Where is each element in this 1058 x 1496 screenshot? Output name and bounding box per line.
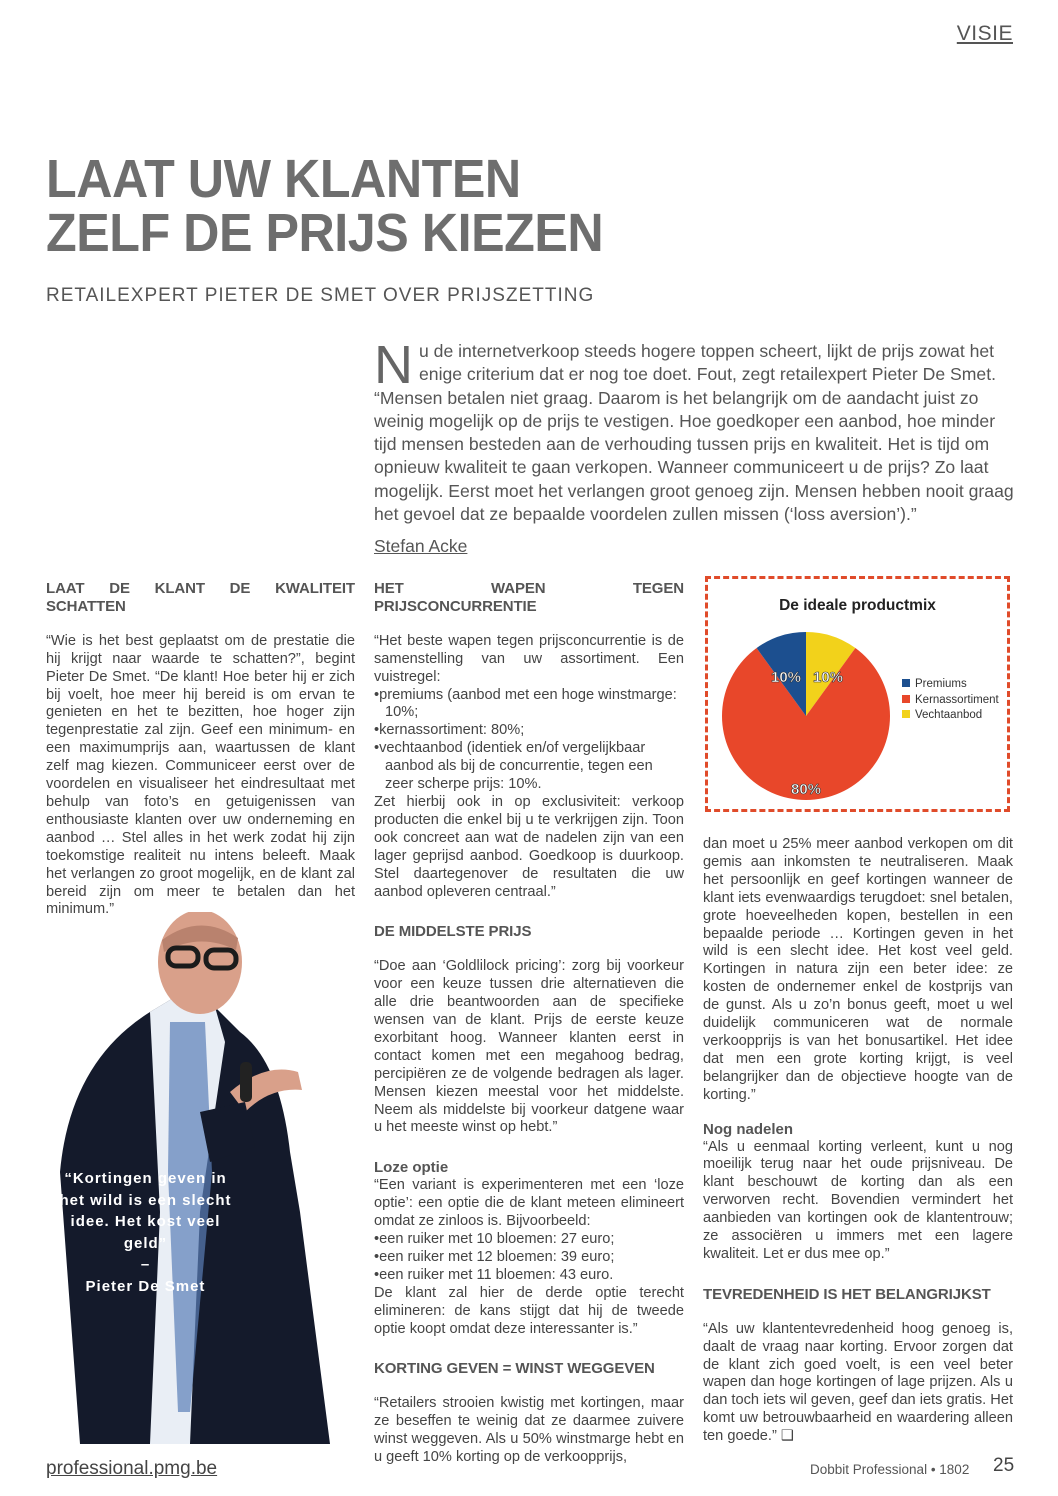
paragraph: “Retailers strooien kwistig met kortingen, maar ze beseffen te weinig dat ze daarmee zuivere winst weggeven. Als u 50% winstmarge hebt en u geeft 10% korting op de verkoopprijs, <box>374 1395 684 1466</box>
paragraph: “Doe aan ‘Goldlilock pricing’: zorg bij voorkeur voor een keuze tussen drie alternatieven die alle drie beantwoorden aan de specifieke wensen van de klant. Prijs de eerste keuze exorbitant hoog. Wanneer klanten eerst in contact komen met een megahoog bedrag, percipiëren ze de volgende bedragen als lager. Mensen kiezen meestal voor het middelste. Neem als middelste bij voorkeur datgene waar u het meeste winst op hebt.” <box>374 958 684 1136</box>
paragraph: “Het beste wapen tegen prijsconcurrentie is de samenstelling van uw assortiment. Een vuistregel: <box>374 632 684 685</box>
heading-middle-price: DE MIDDELSTE PRIJS <box>374 923 532 941</box>
paragraph-text: “Als uw klantentevredenheid hoog genoeg is, daalt de vraag naar korting. Ervoor zorgen dat de klant zich goed voelt, is een veel beter wapen dan hoge kortingen of lage prijzen. Als u dan toch iets wil geven, geef dan iets gratis. Het komt uw betrouwbaarheid en waardering alleen ten goede.” <box>703 1320 1013 1445</box>
headline-line-2: ZELF DE PRIJS KIEZEN <box>46 203 604 263</box>
chart-box <box>705 576 1010 812</box>
legend-label: Vechtaanbod <box>915 709 983 721</box>
list-item: •een ruiker met 10 bloemen: 27 euro; <box>374 1231 615 1247</box>
magazine-issue: Dobbit Professional • 1802 <box>810 1462 970 1477</box>
end-mark-icon: ❑ <box>780 1428 794 1445</box>
paragraph: “Een variant is experimenteren met een ‘loze optie’: een optie die de klant meteen elimineert omdat ze zinloos is. Bijvoorbeeld: <box>374 1177 684 1230</box>
column-1 <box>46 580 355 919</box>
intro-text: u de internetverkoop steeds hogere toppen scheert, lijkt de prijs zowat het enige criterium dat er nog toe doet. Fout, zegt retailexpert Pieter De Smet. “Mensen betalen niet graag. Daarom is het belangrijk om de aandacht juist zo weinig mogelijk op de prijs te vestigen. Hoe goedkoper een aanbod, hoe minder tijd mensen besteden aan de verhouding tussen prijs en kwaliteit. Het is tijd om opnieuw kwaliteit te gaan verkopen. Wanneer communiceert u de prijs? Zo laat mogelijk. Eerst moet het verlangen groot genoeg zijn. Mensen hebben nooit graag het gevoel dat ze bepaalde voordelen zullen missen (‘loss aversion’).” <box>374 341 1014 525</box>
example-list <box>374 1231 684 1285</box>
legend-label: Premiums <box>915 678 967 690</box>
heading-more-disadvantages: Nog nadelen <box>703 1120 794 1138</box>
paragraph: “Als u eenmaal korting verleent, kunt u nog moeilijk terug naar het oude prijsniveau. De klant beschouwt de korting dan als een verworven recht. Bovendien vermindert het aanbieden van kortingen ook de klantentrouw; ze associëren u immers met een lagere kwaliteit. Let er dus mee op.” <box>703 1138 1013 1262</box>
list-item: •premiums (aanbod met een hoge winstmarge: 10%; <box>374 686 677 721</box>
legend-item-premiums <box>902 677 999 693</box>
subtitle: RETAILEXPERT PIETER DE SMET OVER PRIJSZETTING <box>46 285 595 306</box>
list-item: •kernassortiment: 80%; <box>374 722 525 739</box>
list-item: •een ruiker met 12 bloemen: 39 euro; <box>374 1248 615 1265</box>
pull-quote-text: “Kortingen geven in het wild is een slecht idee. Het kost veel geld” <box>59 1170 232 1252</box>
list-item: •een ruiker met 11 bloemen: 43 euro. <box>374 1266 614 1283</box>
legend-item-vechtaanbod <box>902 708 999 724</box>
chart-title: De ideale productmix <box>779 597 936 614</box>
intro-paragraph <box>374 335 1014 526</box>
legend-label: Kernassortiment <box>915 693 999 706</box>
legend-item-kernassortiment <box>902 693 999 709</box>
paragraph: “Wie is het best geplaatst om de prestatie die hij krijgt naar waarde te schatten?”, begint Pieter De Smet. “De klant! Hoe beter hij er zich bij voelt, hoe meer hij bereid is om ervan te genieten en het te bezitten, hoe hoger zijn tegenprestatie zal zijn. Geef een minimum- en een maximumprijs aan, waartussen de klant zelf mag kiezen. Communiceer eerst over de voordelen en visualiseer het eindresultaat met behulp van foto’s en getuigenissen van enthousiaste klanten over uw onderneming en aanbod … Stel alles in het werk zodat hij zijn toekomstige realiteit nu intens beleeft. Maak het verlangen zo groot mogelijk, en de klant zal bereid zijn om meer te betalen dan het minimum.” <box>46 632 355 918</box>
dropcap: N <box>374 335 413 395</box>
legend-swatch <box>902 679 910 687</box>
heading-empty-option: Loze optie <box>374 1159 449 1177</box>
page-number: 25 <box>993 1455 1015 1476</box>
column-3 <box>703 836 1013 1446</box>
list-item: •vechtaanbod (identiek en/of vergelijkbaar aanbod als bij de concurrentie, tegen een zeer scherpe prijs: 10%. <box>374 740 653 793</box>
headline-line-1: LAAT UW KLANTEN <box>46 149 521 209</box>
paragraph: dan moet u 25% meer aanbod verkopen om dit gemis aan inkomsten te neutraliseren. Maak het persoonlijk en geef kortingen wanneer de klant iets evenwaardigs terugdoet: snel betalen, grote hoeveelheden kopen, bestellen in een bepaalde periode … Kortingen geven in het wild is een slecht idee. Het kost veel geld. Kortingen in natura zijn een beter idee: ze kosten de ondernemer enkel de kostprijs van de gunst. Als u zo’n bonus geeft, moet u wel duidelijk communiceren wat de normale verkoopprijs is van het bonusartikel. Het idee dat men een grote korting krijgt, is veel belangrijker dan de objectieve hoogte van de korting.” <box>703 836 1013 1103</box>
pie-label-vechtaanbod: 10% <box>812 669 844 686</box>
legend-swatch <box>902 695 910 703</box>
rule-list <box>374 687 684 794</box>
author-link[interactable]: Stefan Acke <box>374 536 468 556</box>
pull-quote-dash: – <box>140 1256 151 1273</box>
heading-satisfaction: TEVREDENHEID IS HET BELANGRIJKST <box>703 1285 991 1303</box>
column-2 <box>374 580 684 1467</box>
pull-quote-attribution: Pieter De Smet <box>85 1277 206 1295</box>
website-link[interactable]: professional.pmg.be <box>46 1458 218 1479</box>
heading-quality: LAAT DE KLANT DE KWALITEIT SCHATTEN <box>46 580 355 615</box>
pie-label-kernassortiment: 80% <box>790 781 822 798</box>
headline <box>46 149 697 263</box>
paragraph: De klant zal hier de derde optie terecht elimineren: de kans stijgt dat hij de tweede optie koopt omdat deze interessanter is.” <box>374 1284 684 1337</box>
pull-quote <box>58 1168 233 1297</box>
heading-weapon: HET WAPEN TEGEN PRIJSCONCURRENTIE <box>374 580 684 615</box>
legend-swatch <box>902 710 910 718</box>
heading-discount: KORTING GEVEN = WINST WEGGEVEN <box>374 1360 655 1378</box>
pie-label-premiums: 10% <box>770 669 802 686</box>
paragraph <box>703 1321 1013 1446</box>
paragraph: Zet hierbij ook in op exclusiviteit: verkoop producten die enkel bij u te verkrijgen zijn. Toon ook concreet aan wat de nadelen zijn van een lager geprijsd aanbod. Goedkoop is duurkoop. Stel daartegenover de resultaten die uw aanbod opleveren centraal.” <box>374 793 684 900</box>
section-label: VISIE <box>956 22 1013 45</box>
chart-legend <box>902 677 999 724</box>
